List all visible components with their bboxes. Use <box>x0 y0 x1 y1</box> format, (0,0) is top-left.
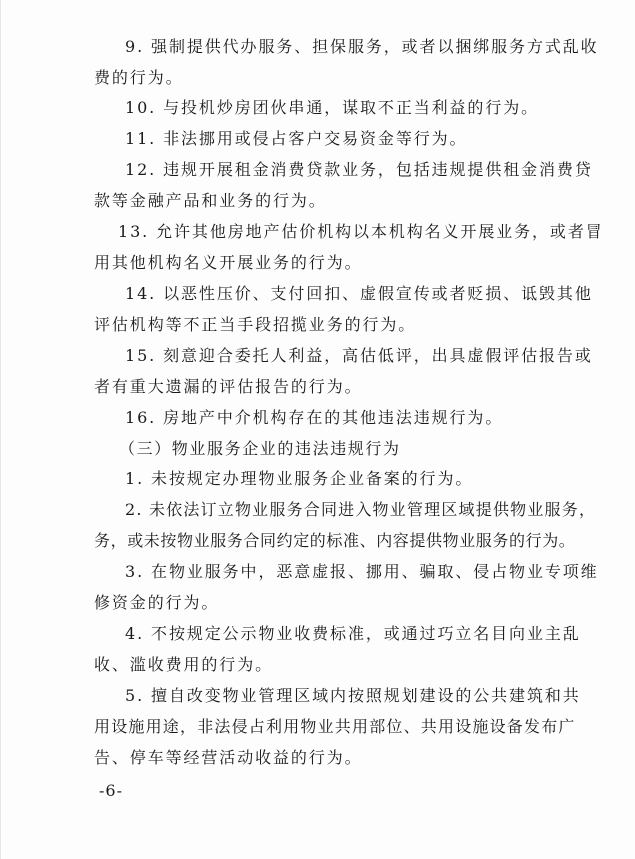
item-12-line-2: 款等金融产品和业务的行为。 <box>94 191 327 210</box>
item-9-line-2: 费的行为。 <box>94 68 184 87</box>
section-heading-3: （三）物业服务企业的违法违规行为 <box>119 439 401 458</box>
property-item-2-line-1: 2. 未依法订立物业服务合同进入物业管理区域提供物业服务， <box>125 500 597 519</box>
item-14-line-1: 14. 以恶性压价、支付回扣、虚假宣传或者贬损、诋毁其他 <box>125 284 593 303</box>
property-item-3-line-1: 3. 在物业服务中，恶意虚报、挪用、骗取、侵占物业专项维 <box>125 562 599 581</box>
property-item-2-line-2: 务，或未按物业服务合同约定的标准、内容提供物业服务的行为。 <box>94 531 576 550</box>
item-16: 16. 房地产中介机构存在的其他违法违规行为。 <box>125 408 504 427</box>
page-number: -6- <box>99 781 123 800</box>
item-11: 11. 非法挪用或侵占客户交易资金等行为。 <box>125 129 468 148</box>
item-15-line-2: 者有重大遗漏的评估报告的行为。 <box>94 377 363 396</box>
item-14-line-2: 评估机构等不正当手段招揽业务的行为。 <box>94 315 417 334</box>
property-item-1: 1. 未按规定办理物业服务企业备案的行为。 <box>125 469 474 488</box>
property-item-5-line-3: 告、停车等经营活动收益的行为。 <box>94 748 363 767</box>
property-item-4-line-2: 收、滥收费用的行为。 <box>94 655 274 674</box>
item-10: 10. 与投机炒房团伙串通，谋取不正当利益的行为。 <box>125 98 540 117</box>
item-13-line-2: 用其他机构名义开展业务的行为。 <box>94 253 363 272</box>
item-15-line-1: 15. 刻意迎合委托人利益，高估低评，出具虚假评估报告或 <box>125 346 593 365</box>
item-12-line-1: 12. 违规开展租金消费贷款业务，包括违规提供租金消费贷 <box>125 160 593 179</box>
property-item-5-line-2: 用设施用途，非法侵占利用物业共用部位、共用设施设备发布广 <box>94 717 576 736</box>
property-item-5-line-1: 5. 擅自改变物业管理区域内按照规划建设的公共建筑和共 <box>125 686 581 705</box>
property-item-4-line-1: 4. 不按规定公示物业收费标准，或通过巧立名目向业主乱 <box>125 624 581 643</box>
property-item-3-line-2: 修资金的行为。 <box>94 593 220 612</box>
item-13-line-1: 13. 允许其他房地产估价机构以本机构名义开展业务，或者冒 <box>118 222 604 241</box>
item-9-line-1: 9. 强制提供代办服务、担保服务，或者以捆绑服务方式乱收 <box>125 37 599 56</box>
